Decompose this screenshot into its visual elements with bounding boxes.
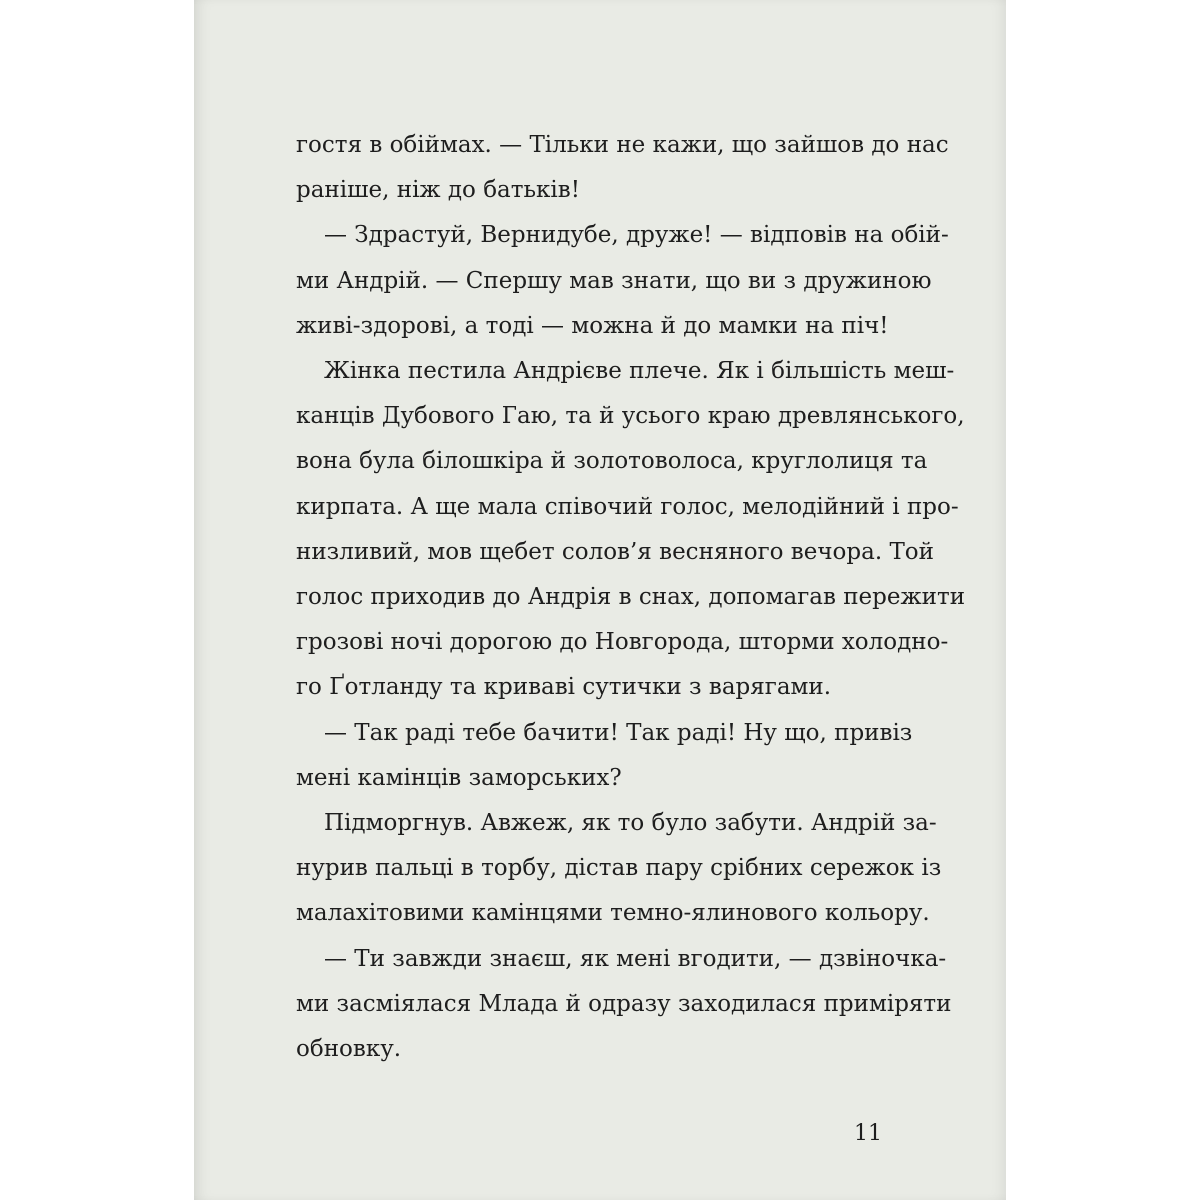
text-line: — Здрастуй, Вернидубе, друже! — відповів на обій-: [324, 222, 949, 248]
text-line: го Ґотланду та криваві сутички з варягами.: [296, 674, 832, 700]
text-line: Жінка пестила Андрієве плече. Як і більшість меш-: [324, 358, 955, 384]
text-line: низливий, мов щебет солов’я весняного вечора. Той: [296, 539, 934, 565]
text-line: раніше, ніж до батьків!: [296, 177, 580, 203]
text-line: малахітовими камінцями темно-ялинового кольору.: [296, 900, 930, 926]
text-line: ми засміялася Млада й одразу заходилася приміряти: [296, 991, 952, 1017]
text-line: нурив пальці в торбу, дістав пару срібних сережок із: [296, 855, 942, 881]
text-line: живі-здорові, а тоді — можна й до мамки на піч!: [296, 313, 889, 339]
text-line: мені камінців заморських?: [296, 765, 622, 791]
text-line: вона була білошкіра й золотоволоса, круглолиця та: [296, 448, 928, 474]
text-line: канців Дубового Гаю, та й усього краю древлянського,: [296, 403, 965, 429]
text-line: грозові ночі дорогою до Новгорода, шторми холодно-: [296, 629, 949, 655]
text-line: — Ти завжди знаєш, як мені вгодити, — дзвіночка-: [324, 946, 947, 972]
text-line: гостя в обіймах. — Тільки не кажи, що зайшов до нас: [296, 132, 949, 158]
text-line: — Так раді тебе бачити! Так раді! Ну що, привіз: [324, 720, 913, 746]
text-line: Підморгнув. Авжеж, як то було забути. Андрій за-: [324, 810, 937, 836]
text-line: кирпата. А ще мала співочий голос, мелодійний і про-: [296, 494, 959, 520]
page-number: 11: [854, 1121, 882, 1146]
text-line: обновку.: [296, 1036, 402, 1062]
text-line: ми Андрій. — Спершу мав знати, що ви з дружиною: [296, 268, 932, 294]
text-line: голос приходив до Андрія в снах, допомагав пережити: [296, 584, 966, 610]
